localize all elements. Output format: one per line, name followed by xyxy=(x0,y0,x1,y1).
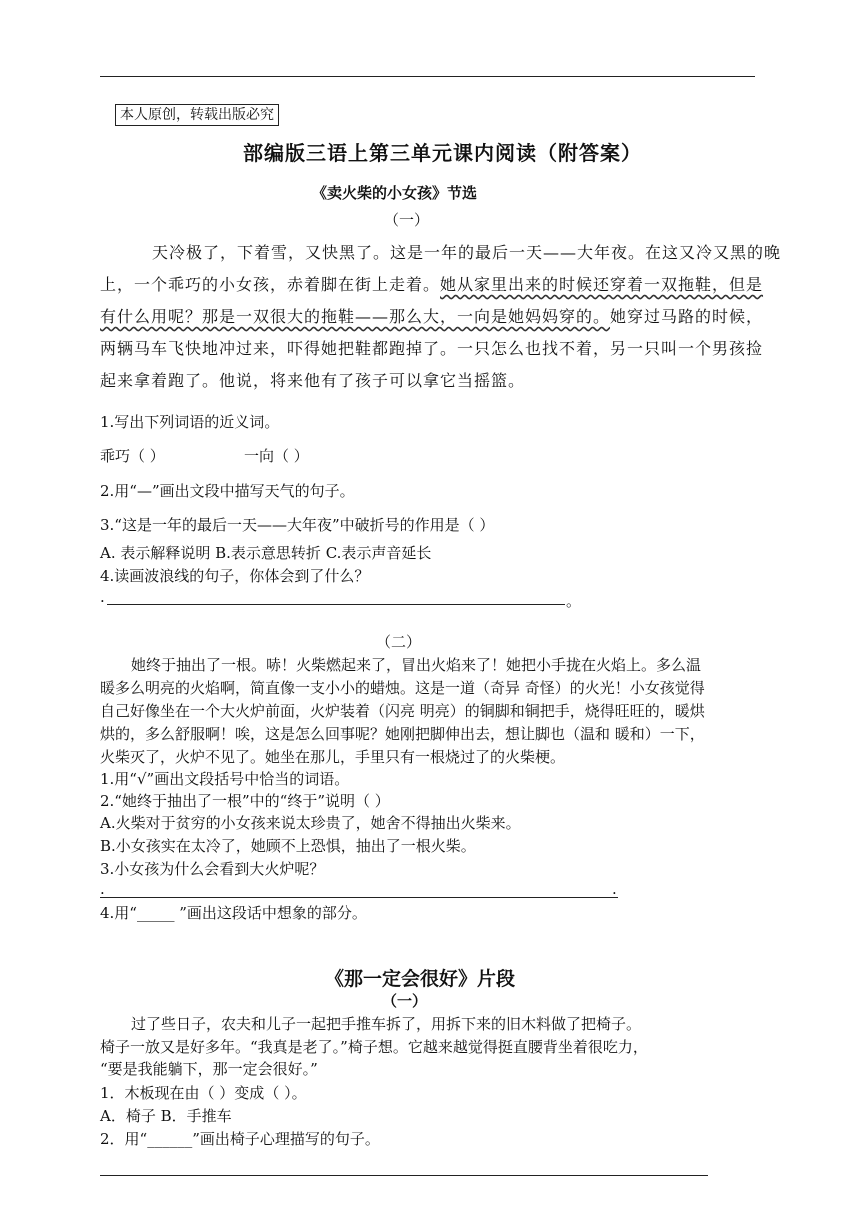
p2-question2-option-b: B.小女孩实在太冷了，她顾不上恐惧，抽出了一根火柴。 xyxy=(100,837,476,855)
p1-answer-line[interactable] xyxy=(107,604,565,605)
p3-question2: 2．用“______”画出椅子心理描写的句子。 xyxy=(100,1130,380,1148)
passage3-line2: 椅子一放又是好多年。“我真是老了。”椅子想。它越来越觉得挺直腰背坐着很吃力， xyxy=(100,1038,648,1056)
passage1-line3: 有什么用呢？那是一双很大的拖鞋——那么大，一向是她妈妈穿的。她穿过马路的时候， xyxy=(100,307,764,326)
p2-answer-line[interactable] xyxy=(100,897,618,898)
passage2-line5: 火柴灭了，火炉不见了。她坐在那儿，手里只有一根烧过了的火柴梗。 xyxy=(100,748,566,766)
p2-answer-end: . xyxy=(612,880,617,898)
passage2-line4: 烘的，多么舒服啊！唉，这是怎么回事呢？她刚把脚伸出去，想让脚也（温和 暖和）一下， xyxy=(100,725,705,743)
passage2-line3: 自己好像坐在一个大火炉前面，火炉装着（闪亮 明亮）的铜脚和铜把手，烧得旺旺的，暖烘 xyxy=(100,702,705,720)
p1-question1b: 一向（ ） xyxy=(244,447,309,465)
p1-question3-options: A. 表示解释说明 B.表示意思转折 C.表示声音延长 xyxy=(100,544,432,562)
p1-question3: 3.“这是一年的最后一天——大年夜”中破折号的作用是（ ） xyxy=(100,516,495,534)
passage1-line2: 上，一个乖巧的小女孩，赤着脚在街上走着。她从家里出来的时候还穿着一双拖鞋，但是 xyxy=(100,275,764,294)
p1-question1a: 乖巧（ ） xyxy=(100,447,165,465)
p2-answer-dot: . xyxy=(100,880,105,898)
wavy-sentence: 她从家里出来的时候还穿着一双拖鞋，但是 xyxy=(440,275,764,294)
p2-question3: 3.小女孩为什么会看到大火炉呢？ xyxy=(100,860,325,878)
bottom-rule xyxy=(100,1175,708,1176)
p2-question4: 4.用“_____ ”画出这段话中想象的部分。 xyxy=(100,904,367,922)
p1-question2: 2.用“—”画出文段中描写天气的句子。 xyxy=(100,482,355,500)
passage1-line4: 两辆马车飞快地冲过来，吓得她把鞋都跑掉了。一只怎么也找不着，另一只叫一个男孩捡 xyxy=(100,339,764,358)
passage3-section1: （一） xyxy=(382,992,428,1010)
passage3-line1: 过了些日子，农夫和儿子一起把手推车拆了，用拆下来的旧木料做了把椅子。 xyxy=(131,1015,642,1033)
p1-answer-end: 。 xyxy=(566,592,582,610)
p1-question1: 1.写出下列词语的近义词。 xyxy=(100,413,280,431)
p1-answer-dot: · xyxy=(100,592,105,610)
p2-question2: 2.“她终于抽出了一根”中的“终于”说明（ ） xyxy=(100,792,390,810)
passage2-line2: 暖多么明亮的火焰啊，简直像一支小小的蜡烛。这是一道（奇异 奇怪）的火光！小女孩觉得 xyxy=(100,679,705,697)
passage1-section1: （一） xyxy=(384,211,430,229)
p3-question1-options: A．椅子 B．手推车 xyxy=(100,1107,232,1125)
wavy-sentence-cont: 有什么用呢？那是一双很大的拖鞋——那么大，一向是她妈妈穿的。 xyxy=(100,307,611,326)
p1-question4: 4.读画波浪线的句子，你体会到了什么？ xyxy=(100,567,370,585)
top-rule xyxy=(100,76,755,77)
passage1-line1: 天冷极了，下着雪，又快黑了。这是一年的最后一天——大年夜。在这又冷又黑的晚 xyxy=(152,243,782,262)
copyright-stamp: 本人原创，转载出版必究 xyxy=(115,104,279,126)
passage1-line5: 起来拿着跑了。他说，将来他有了孩子可以拿它当摇篮。 xyxy=(100,371,526,390)
passage2-section2: （二） xyxy=(376,633,422,651)
passage1-title: 《卖火柴的小女孩》节选 xyxy=(312,184,478,202)
p2-question2-option-a: A.火柴对于贫穷的小女孩来说太珍贵了，她舍不得抽出火柴来。 xyxy=(100,814,521,832)
p3-question1: 1．木板现在由（ ）变成（ ）。 xyxy=(100,1084,307,1102)
p2-question1: 1.用“√”画出文段括号中恰当的词语。 xyxy=(100,770,350,788)
passage2-line1: 她终于抽出了一根。哧！火柴燃起来了，冒出火焰来了！她把小手拢在火焰上。多么温 xyxy=(131,656,702,674)
passage3-line3: “要是我能躺下，那一定会很好。” xyxy=(100,1060,318,1078)
passage3-title: 《那一定会很好》片段 xyxy=(325,968,516,990)
page-title: 部编版三语上第三单元课内阅读（附答案） xyxy=(243,141,642,165)
